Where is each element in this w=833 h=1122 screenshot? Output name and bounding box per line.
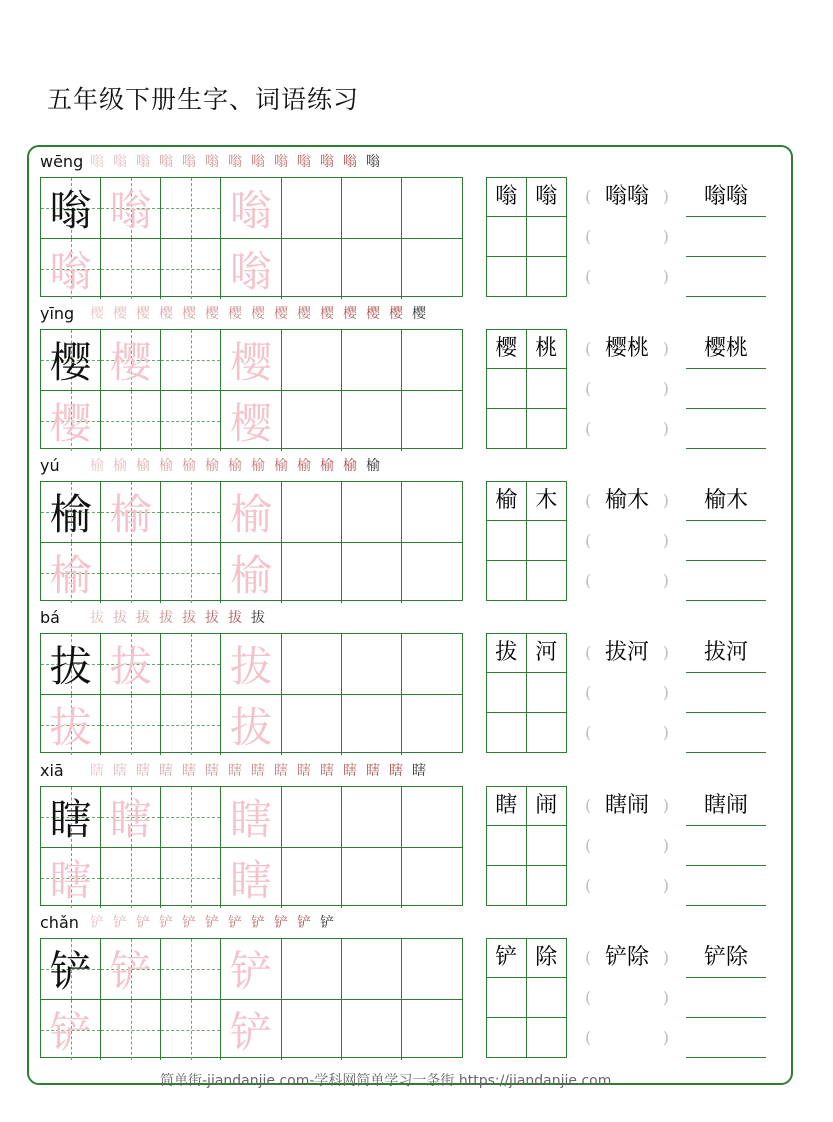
stroke-step: 铲 (159, 915, 173, 931)
stroke-order (90, 455, 386, 477)
stroke-step: 榆 (343, 458, 357, 474)
word-cell[interactable] (487, 369, 527, 408)
character-section (40, 913, 780, 1090)
stroke-step: 嗡 (251, 154, 265, 170)
word-cell[interactable] (487, 713, 527, 752)
writing-cell[interactable] (101, 695, 161, 755)
writing-cell[interactable] (402, 178, 462, 239)
paren-word: ( 榆木 ) (585, 481, 669, 521)
writing-cell[interactable] (101, 391, 161, 451)
line-blank[interactable] (686, 826, 766, 866)
stroke-order (90, 607, 271, 629)
trace-character: 榆 (109, 490, 152, 539)
model-character: 榆 (49, 490, 92, 539)
writing-cell[interactable] (161, 330, 221, 391)
writing-cell[interactable] (161, 239, 221, 299)
writing-cell[interactable] (402, 939, 462, 1000)
word-cell[interactable] (527, 978, 567, 1017)
trace-character: 嗡 (109, 186, 152, 235)
writing-cell[interactable] (342, 634, 402, 695)
stroke-step: 铲 (136, 915, 150, 931)
writing-cell[interactable] (402, 695, 462, 755)
word-char: 除 (527, 939, 567, 978)
stroke-step: 铲 (113, 915, 127, 931)
paren-blank[interactable] (585, 521, 669, 561)
writing-cell[interactable] (342, 239, 402, 299)
page-title: 五年级下册生字、词语练习 (47, 85, 360, 114)
tianzige-grid (40, 633, 463, 753)
writing-cell[interactable] (41, 1000, 101, 1060)
writing-cell[interactable] (342, 482, 402, 543)
stroke-step: 樱 (136, 306, 150, 322)
paren-blank[interactable] (585, 369, 669, 409)
writing-cell[interactable] (282, 178, 342, 239)
writing-cell[interactable] (221, 787, 281, 848)
tianzige-grid (40, 786, 463, 906)
pinyin: chǎn (40, 913, 79, 932)
paren-blank[interactable] (585, 409, 669, 449)
writing-cell[interactable] (41, 634, 101, 695)
stroke-step: 瞎 (412, 763, 426, 779)
writing-cell[interactable] (161, 848, 221, 908)
stroke-step: 拔 (159, 610, 173, 626)
stroke-step: 榆 (113, 458, 127, 474)
writing-cell[interactable] (402, 543, 462, 603)
word-cell[interactable] (487, 826, 527, 865)
word-char: 樱 (487, 330, 527, 369)
writing-cell[interactable] (282, 695, 342, 755)
word-char: 拔 (487, 634, 527, 673)
line-blank[interactable] (686, 257, 766, 297)
writing-cell[interactable] (101, 939, 161, 1000)
paren-blank[interactable] (585, 217, 669, 257)
stroke-step: 瞎 (389, 763, 403, 779)
stroke-step: 嗡 (205, 154, 219, 170)
word-cell[interactable] (527, 1018, 567, 1057)
writing-cell[interactable] (221, 634, 281, 695)
stroke-order (90, 760, 432, 782)
stroke-step: 嗡 (228, 154, 242, 170)
trace-character: 榆 (49, 551, 92, 600)
word-cell[interactable] (527, 673, 567, 712)
trace-character: 樱 (109, 338, 152, 387)
stroke-step: 铲 (274, 915, 288, 931)
stroke-step: 嗡 (343, 154, 357, 170)
tianzige-grid (40, 177, 463, 297)
line-word: 拔河 (686, 633, 766, 673)
paren-blank[interactable] (585, 713, 669, 753)
paren-blank[interactable] (585, 826, 669, 866)
line-blank[interactable] (686, 1018, 766, 1058)
paren-word: ( 樱桃 ) (585, 329, 669, 369)
writing-cell[interactable] (41, 482, 101, 543)
tianzige-grid (40, 481, 463, 601)
trace-character: 铲 (109, 947, 152, 996)
tianzige-grid (40, 938, 463, 1058)
tianzige-grid (40, 329, 463, 449)
writing-cell[interactable] (41, 178, 101, 239)
paren-blank[interactable] (585, 673, 669, 713)
stroke-step: 榆 (136, 458, 150, 474)
paren-blank[interactable] (585, 561, 669, 601)
stroke-step: 樱 (320, 306, 334, 322)
stroke-order (90, 151, 386, 173)
pinyin: yú (40, 456, 60, 475)
word-char: 木 (527, 482, 567, 521)
stroke-step: 樱 (182, 306, 196, 322)
writing-cell[interactable] (41, 939, 101, 1000)
stroke-step: 榆 (297, 458, 311, 474)
model-character: 樱 (49, 338, 92, 387)
trace-character: 榆 (229, 551, 272, 600)
word-grid (486, 481, 567, 601)
word-cell[interactable] (487, 866, 527, 905)
stroke-order (90, 912, 340, 934)
stroke-step: 嗡 (90, 154, 104, 170)
writing-cell[interactable] (342, 939, 402, 1000)
stroke-step: 瞎 (274, 763, 288, 779)
word-cell[interactable] (487, 257, 527, 296)
writing-cell[interactable] (221, 391, 281, 451)
trace-character: 樱 (229, 338, 272, 387)
writing-cell[interactable] (342, 543, 402, 603)
stroke-step: 樱 (412, 306, 426, 322)
line-blank[interactable] (686, 561, 766, 601)
word-grid (486, 329, 567, 449)
writing-cell[interactable] (161, 939, 221, 1000)
writing-cell[interactable] (282, 939, 342, 1000)
stroke-step: 瞎 (228, 763, 242, 779)
writing-cell[interactable] (221, 330, 281, 391)
trace-character: 嗡 (229, 247, 272, 296)
stroke-step: 瞎 (343, 763, 357, 779)
trace-character: 拔 (229, 703, 272, 752)
trace-character: 铲 (229, 1008, 272, 1057)
writing-cell[interactable] (41, 787, 101, 848)
word-cell[interactable] (487, 978, 527, 1017)
writing-cell[interactable] (161, 178, 221, 239)
stroke-step: 铲 (320, 915, 334, 931)
model-character: 拔 (49, 642, 92, 691)
footer-watermark: 简单街-jiandanjie.com-学科网简单学习一条街 https://jiandanjie.com (160, 1073, 612, 1089)
stroke-order (90, 303, 432, 325)
writing-cell[interactable] (342, 178, 402, 239)
writing-cell[interactable] (221, 848, 281, 908)
stroke-step: 樱 (389, 306, 403, 322)
word-cell[interactable] (487, 561, 527, 600)
word-cell[interactable] (527, 713, 567, 752)
stroke-step: 铲 (205, 915, 219, 931)
stroke-step: 樱 (113, 306, 127, 322)
writing-cell[interactable] (402, 634, 462, 695)
stroke-step: 嗡 (159, 154, 173, 170)
stroke-step: 瞎 (90, 763, 104, 779)
line-word: 嗡嗡 (686, 177, 766, 217)
line-blank[interactable] (686, 409, 766, 449)
stroke-step: 嗡 (274, 154, 288, 170)
writing-cell[interactable] (221, 239, 281, 299)
word-cell[interactable] (487, 409, 527, 448)
stroke-step: 铲 (90, 915, 104, 931)
stroke-step: 瞎 (182, 763, 196, 779)
writing-cell[interactable] (282, 391, 342, 451)
model-character: 嗡 (49, 186, 92, 235)
paren-word: ( 嗡嗡 ) (585, 177, 669, 217)
word-char: 桃 (527, 330, 567, 369)
pinyin: yīng (40, 304, 75, 323)
model-character: 瞎 (49, 795, 92, 844)
line-word: 樱桃 (686, 329, 766, 369)
word-char: 嗡 (487, 178, 527, 217)
stroke-step: 榆 (228, 458, 242, 474)
stroke-step: 拔 (113, 610, 127, 626)
stroke-step: 樱 (274, 306, 288, 322)
writing-cell[interactable] (282, 848, 342, 908)
trace-character: 拔 (229, 642, 272, 691)
writing-cell[interactable] (101, 178, 161, 239)
writing-cell[interactable] (402, 848, 462, 908)
writing-cell[interactable] (161, 1000, 221, 1060)
writing-cell[interactable] (282, 1000, 342, 1060)
writing-cell[interactable] (342, 330, 402, 391)
pinyin: wēng (40, 152, 84, 171)
stroke-step: 拔 (136, 610, 150, 626)
stroke-step: 榆 (320, 458, 334, 474)
writing-cell[interactable] (282, 239, 342, 299)
stroke-step: 榆 (205, 458, 219, 474)
trace-character: 嗡 (229, 186, 272, 235)
stroke-step: 榆 (90, 458, 104, 474)
word-grid (486, 177, 567, 297)
stroke-step: 榆 (274, 458, 288, 474)
word-char: 铲 (487, 939, 527, 978)
writing-cell[interactable] (41, 695, 101, 755)
stroke-step: 嗡 (182, 154, 196, 170)
writing-cell[interactable] (101, 634, 161, 695)
stroke-step: 拔 (90, 610, 104, 626)
stroke-step: 嗡 (366, 154, 380, 170)
word-cell[interactable] (487, 1018, 527, 1057)
writing-cell[interactable] (342, 391, 402, 451)
stroke-step: 嗡 (297, 154, 311, 170)
writing-cell[interactable] (41, 330, 101, 391)
trace-character: 樱 (229, 399, 272, 448)
stroke-step: 瞎 (251, 763, 265, 779)
writing-cell[interactable] (161, 543, 221, 603)
stroke-step: 榆 (182, 458, 196, 474)
line-blank[interactable] (686, 866, 766, 906)
word-char: 瞎 (487, 787, 527, 826)
word-cell[interactable] (527, 369, 567, 408)
word-char: 闹 (527, 787, 567, 826)
stroke-step: 嗡 (136, 154, 150, 170)
line-word: 瞎闹 (686, 786, 766, 826)
writing-cell[interactable] (101, 1000, 161, 1060)
stroke-step: 铲 (182, 915, 196, 931)
stroke-step: 铲 (228, 915, 242, 931)
writing-cell[interactable] (161, 695, 221, 755)
line-blank[interactable] (686, 673, 766, 713)
trace-character: 铲 (49, 1008, 92, 1057)
writing-cell[interactable] (41, 848, 101, 908)
stroke-step: 瞎 (320, 763, 334, 779)
stroke-step: 瞎 (297, 763, 311, 779)
writing-cell[interactable] (221, 1000, 281, 1060)
writing-cell[interactable] (282, 634, 342, 695)
line-blank[interactable] (686, 978, 766, 1018)
writing-cell[interactable] (101, 848, 161, 908)
trace-character: 铲 (229, 947, 272, 996)
writing-cell[interactable] (161, 634, 221, 695)
writing-cell[interactable] (342, 787, 402, 848)
word-char: 河 (527, 634, 567, 673)
paren-word: ( 铲除 ) (585, 938, 669, 978)
line-blank[interactable] (686, 369, 766, 409)
word-cell[interactable] (527, 409, 567, 448)
word-cell[interactable] (527, 826, 567, 865)
word-char: 榆 (487, 482, 527, 521)
paren-blank[interactable] (585, 866, 669, 906)
word-grid (486, 786, 567, 906)
stroke-step: 樱 (251, 306, 265, 322)
word-cell[interactable] (527, 257, 567, 296)
stroke-step: 樱 (343, 306, 357, 322)
writing-cell[interactable] (402, 482, 462, 543)
stroke-step: 拔 (182, 610, 196, 626)
word-cell[interactable] (527, 217, 567, 256)
stroke-step: 榆 (159, 458, 173, 474)
stroke-step: 拔 (205, 610, 219, 626)
writing-cell[interactable] (101, 330, 161, 391)
writing-cell[interactable] (41, 543, 101, 603)
paren-word: ( 拔河 ) (585, 633, 669, 673)
writing-cell[interactable] (161, 787, 221, 848)
writing-cell[interactable] (41, 391, 101, 451)
line-blank[interactable] (686, 713, 766, 753)
trace-character: 拔 (49, 703, 92, 752)
stroke-step: 樱 (90, 306, 104, 322)
stroke-step: 樱 (297, 306, 311, 322)
trace-character: 樱 (49, 399, 92, 448)
stroke-step: 樱 (159, 306, 173, 322)
stroke-step: 瞎 (159, 763, 173, 779)
stroke-step: 樱 (205, 306, 219, 322)
paren-blank[interactable] (585, 1018, 669, 1058)
stroke-step: 嗡 (320, 154, 334, 170)
writing-cell[interactable] (221, 695, 281, 755)
paren-blank[interactable] (585, 978, 669, 1018)
trace-character: 瞎 (229, 856, 272, 905)
stroke-step: 铲 (297, 915, 311, 931)
writing-cell[interactable] (282, 330, 342, 391)
writing-cell[interactable] (342, 1000, 402, 1060)
trace-character: 瞎 (109, 795, 152, 844)
writing-cell[interactable] (221, 939, 281, 1000)
writing-cell[interactable] (402, 787, 462, 848)
word-cell[interactable] (527, 866, 567, 905)
trace-character: 瞎 (229, 795, 272, 844)
word-grid (486, 633, 567, 753)
stroke-step: 嗡 (113, 154, 127, 170)
stroke-step: 瞎 (205, 763, 219, 779)
word-grid (486, 938, 567, 1058)
stroke-step: 铲 (251, 915, 265, 931)
stroke-step: 拔 (228, 610, 242, 626)
writing-cell[interactable] (221, 178, 281, 239)
trace-character: 嗡 (49, 247, 92, 296)
writing-cell[interactable] (161, 391, 221, 451)
model-character: 铲 (49, 947, 92, 996)
word-cell[interactable] (487, 521, 527, 560)
stroke-step: 樱 (366, 306, 380, 322)
word-cell[interactable] (487, 673, 527, 712)
paren-blank[interactable] (585, 257, 669, 297)
writing-cell[interactable] (402, 239, 462, 299)
stroke-step: 樱 (228, 306, 242, 322)
word-cell[interactable] (487, 217, 527, 256)
writing-cell[interactable] (402, 391, 462, 451)
line-word: 铲除 (686, 938, 766, 978)
writing-cell[interactable] (282, 787, 342, 848)
writing-cell[interactable] (342, 695, 402, 755)
writing-cell[interactable] (282, 543, 342, 603)
pinyin: xiā (40, 761, 64, 780)
writing-cell[interactable] (282, 482, 342, 543)
word-cell[interactable] (527, 521, 567, 560)
trace-character: 拔 (109, 642, 152, 691)
writing-cell[interactable] (402, 330, 462, 391)
writing-cell[interactable] (101, 482, 161, 543)
line-blank[interactable] (686, 217, 766, 257)
writing-cell[interactable] (221, 543, 281, 603)
writing-cell[interactable] (402, 1000, 462, 1060)
pinyin: bá (40, 608, 60, 627)
line-word: 榆木 (686, 481, 766, 521)
stroke-step: 榆 (251, 458, 265, 474)
writing-cell[interactable] (161, 482, 221, 543)
line-blank[interactable] (686, 521, 766, 561)
writing-cell[interactable] (41, 239, 101, 299)
stroke-step: 瞎 (136, 763, 150, 779)
paren-word: ( 瞎闹 ) (585, 786, 669, 826)
stroke-step: 瞎 (366, 763, 380, 779)
word-char: 嗡 (527, 178, 567, 217)
stroke-step: 瞎 (113, 763, 127, 779)
trace-character: 榆 (229, 490, 272, 539)
writing-cell[interactable] (221, 482, 281, 543)
stroke-step: 榆 (366, 458, 380, 474)
writing-cell[interactable] (342, 848, 402, 908)
writing-cell[interactable] (101, 787, 161, 848)
stroke-step: 拔 (251, 610, 265, 626)
word-cell[interactable] (527, 561, 567, 600)
writing-cell[interactable] (101, 239, 161, 299)
trace-character: 瞎 (49, 856, 92, 905)
writing-cell[interactable] (101, 543, 161, 603)
